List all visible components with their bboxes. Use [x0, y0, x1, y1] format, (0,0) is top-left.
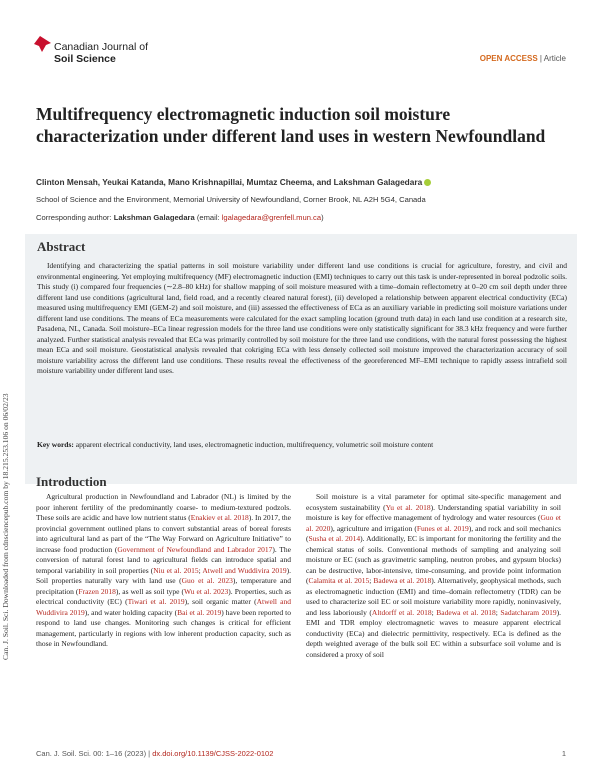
body-text: ;	[369, 576, 374, 585]
body-text: ), and water holding capacity (	[84, 607, 178, 617]
body-text: ). EMI and TDR employ electromagnetic waves to measure apparent electrical conductivity (ECa) and dielectric permittivity, respectively. ECa is defined as the depth weighted average of the bulk soil EC within a subsurface soil volume and is considered a proxy of soil	[306, 607, 561, 659]
access-separator: |	[537, 54, 544, 63]
orcid-icon[interactable]	[424, 179, 431, 186]
body-text: ;	[198, 565, 203, 575]
citation-link[interactable]: Guo et al. 2020	[306, 513, 561, 533]
body-text: ), agriculture and irrigation (	[330, 523, 417, 533]
introduction-column-left	[36, 492, 291, 650]
body-text: ), soil organic matter (	[184, 597, 257, 606]
journal-name-line2: Soil Science	[54, 53, 116, 65]
citation-link[interactable]: Badewa et al. 2018	[373, 576, 432, 585]
citation-link[interactable]: Enakiev et al. 2018	[190, 513, 249, 522]
body-text: Soil moisture is a vital parameter for optimal site-specific management and ecosystem sustainability (	[306, 492, 561, 512]
page-number: 1	[561, 749, 566, 758]
journal-logo[interactable]	[34, 32, 174, 66]
email-link[interactable]: lgalagedara@grenfell.mun.ca	[221, 213, 322, 222]
article-title: Multifrequency electromagnetic induction soil moisture characterization under different land uses in western Newfoundland	[36, 104, 546, 146]
open-access-label: OPEN ACCESS	[479, 54, 538, 63]
citation-link[interactable]: Yu et al. 2018	[385, 502, 431, 512]
body-text: ), and rock and soil mechanics (	[306, 523, 561, 543]
corresponding-author	[36, 213, 324, 222]
keywords	[37, 440, 567, 451]
citation-link[interactable]: Altdorff et al. 2018	[371, 607, 432, 617]
body-text: Agricultural production in Newfoundland and Labrador (NL) is limited by the poor inherent fertility of the predominantly coarse- to medium-textured podzols. These soils are acidic and have low nutrient status (	[36, 492, 291, 522]
footer-citation	[36, 749, 273, 758]
citation-link[interactable]: Frazen 2018	[78, 586, 116, 596]
access-status	[480, 54, 566, 63]
email-suffix: )	[321, 213, 324, 222]
body-text: ;	[431, 607, 437, 617]
citation-link[interactable]: Tiwari et al. 2019	[127, 597, 185, 606]
citation-link[interactable]: Bai et al. 2019	[177, 607, 222, 617]
footer-citation-text: Can. J. Soil. Sci. 00: 1–16 (2023) |	[36, 749, 153, 758]
introduction-heading: Introduction	[36, 474, 107, 489]
doi-link[interactable]: dx.doi.org/10.1139/CJSS-2022-0102	[152, 749, 274, 758]
body-text: ). Soil properties naturally vary with land use (	[36, 565, 291, 585]
corresponding-name: Lakshman Galagedara	[113, 213, 195, 222]
citation-link[interactable]: Badewa et al. 2018	[436, 607, 496, 617]
corresponding-prefix: Corresponding author:	[36, 213, 114, 222]
author-names: Clinton Mensah, Yeukai Katanda, Mano Krishnapillai, Mumtaz Cheema, and Lakshman Galagedara	[36, 177, 423, 187]
introduction-column-right	[306, 492, 561, 660]
body-text: ). The conversion of natural forest land to agricultural fields can introduce spatial and temporal variability in soil properties (	[36, 544, 291, 575]
journal-name-line1: Canadian Journal of	[54, 41, 148, 53]
body-text: ). Understanding spatial variability in soil moisture is key for effective management of hydrology and water resources (	[306, 502, 561, 522]
citation-link[interactable]: Atwell and Wuddivira 2019	[36, 597, 292, 617]
citation-link[interactable]: Wu et al. 2023	[184, 586, 229, 596]
citation-link[interactable]: Funes et al. 2019	[416, 523, 469, 533]
citation-link[interactable]: Guo et al. 2023	[181, 576, 233, 585]
maple-leaf-icon	[34, 34, 56, 54]
side-citation	[1, 393, 13, 670]
citation-link[interactable]: Atwell and Wuddivira 2019	[202, 565, 287, 575]
citation-link[interactable]: Sadatcharam 2019	[500, 607, 557, 617]
citation-link[interactable]: Niu et al. 2015	[153, 565, 199, 575]
citation-link[interactable]: Calamita et al. 2015	[308, 576, 370, 585]
keywords-label: Key words:	[37, 440, 74, 449]
keywords-list: apparent electrical conductivity, land uses, electromagnetic induction, multifrequency, volumetric soil moisture content	[73, 440, 434, 449]
author-list	[36, 177, 576, 187]
citation-link[interactable]: Susha et al. 2014	[308, 534, 361, 543]
abstract-heading: Abstract	[37, 239, 86, 254]
affiliation: School of Science and the Environment, Memorial University of Newfoundland, Corner Brook, NL A2H 5G4, Canada	[36, 195, 426, 204]
body-text: ), as well as soil type (	[115, 586, 184, 596]
side-citation-text: Can. J. Soil. Sci. Downloaded from cdnsciencepub.com by 18.215.253.106 on 06/02/23	[1, 393, 10, 660]
body-text: ) have been reported to respond to land use changes. Monitoring such changes is critical for efficient management, particularly in regions with low inherent production capacity, such as those in Newfoundland.	[36, 607, 291, 648]
abstract-text: Identifying and characterizing the spatial patterns in soil moisture variability under different land use conditions is crucial for agriculture, forestry, and civil and environmental engineering. Yet employing multifrequency (MF) electromagnetic induction (EMI) techniques to carry out this task is under-represented in boreal podzolic soils. This study (i) compared four frequencies (∼2.8–80 kHz) for shallow mapping of soil moisture measured with a time–domain reflectometry at 0–20 cm soil depth under three different land use conditions (agricultural land, field road, and a recently cleared natural forest), (ii) developed a relationship between apparent electrical conductivity (ECa) measured using multifrequency EMI (GEM-2) and soil moisture, and (iii) assessed the effectiveness of ECa as an auxiliary variable in predicting soil moisture variations under different land use conditions. The means of ECa measurements were calculated for the exact sampling location (ground truth data) in each land use condition at a research site, Pasadena, NL, Canada. Soil moisture–ECa linear regression models for the three land use conditions were only statistically significant for 38.3 kHz frequency and were further analyzed. Further statistical analysis revealed that ECa was primarily controlled by soil moisture for the three land use conditions, with the natural forest possessing the highest mean ECa and soil moisture. Geostatistical analysis revealed that cokriging ECa with less densely collected soil moisture improved the characterization accuracy of soil moisture variability across the different land use conditions. These results reveal the effectiveness of the georeferenced MF–EMI technique to rapidly assess intrafield soil moisture variability under different land uses.	[37, 261, 567, 375]
body-text: ). In 2017, the provincial government outlined plans to convert substantial areas of boreal forests into agricultural land as part of the “The Way Forward on Agriculture Initiative” to increase food production (	[36, 513, 291, 554]
article-type: Article	[543, 54, 566, 63]
body-text: ). Additionally, EC is important for monitoring the fertility and the chemical status of soils. Conventional methods of sampling and analyzing soil moisture or EC (such as gravimetric sampling, neutron probes, and gypsum blocks) can be destructive, labor-intensive, time-consuming, and provide point information (	[306, 534, 561, 585]
abstract-box	[25, 234, 577, 484]
body-text: ). Properties, such as electrical conductivity (EC) (	[36, 586, 292, 606]
body-text: ). Alternatively, geophysical methods, such as electromagnetic induction (EMI) and time–domain reflectometry (TDR) can be used to characterize soil EC or soil moisture variability more rapidly, noninvasively, and less laboriously (	[306, 576, 562, 617]
body-text: ;	[495, 607, 501, 617]
body-text: ), temperature and precipitation (	[36, 576, 291, 596]
citation-link[interactable]: Government of Newfoundland and Labrador 2017	[117, 544, 273, 554]
email-prefix: (email:	[194, 213, 222, 222]
